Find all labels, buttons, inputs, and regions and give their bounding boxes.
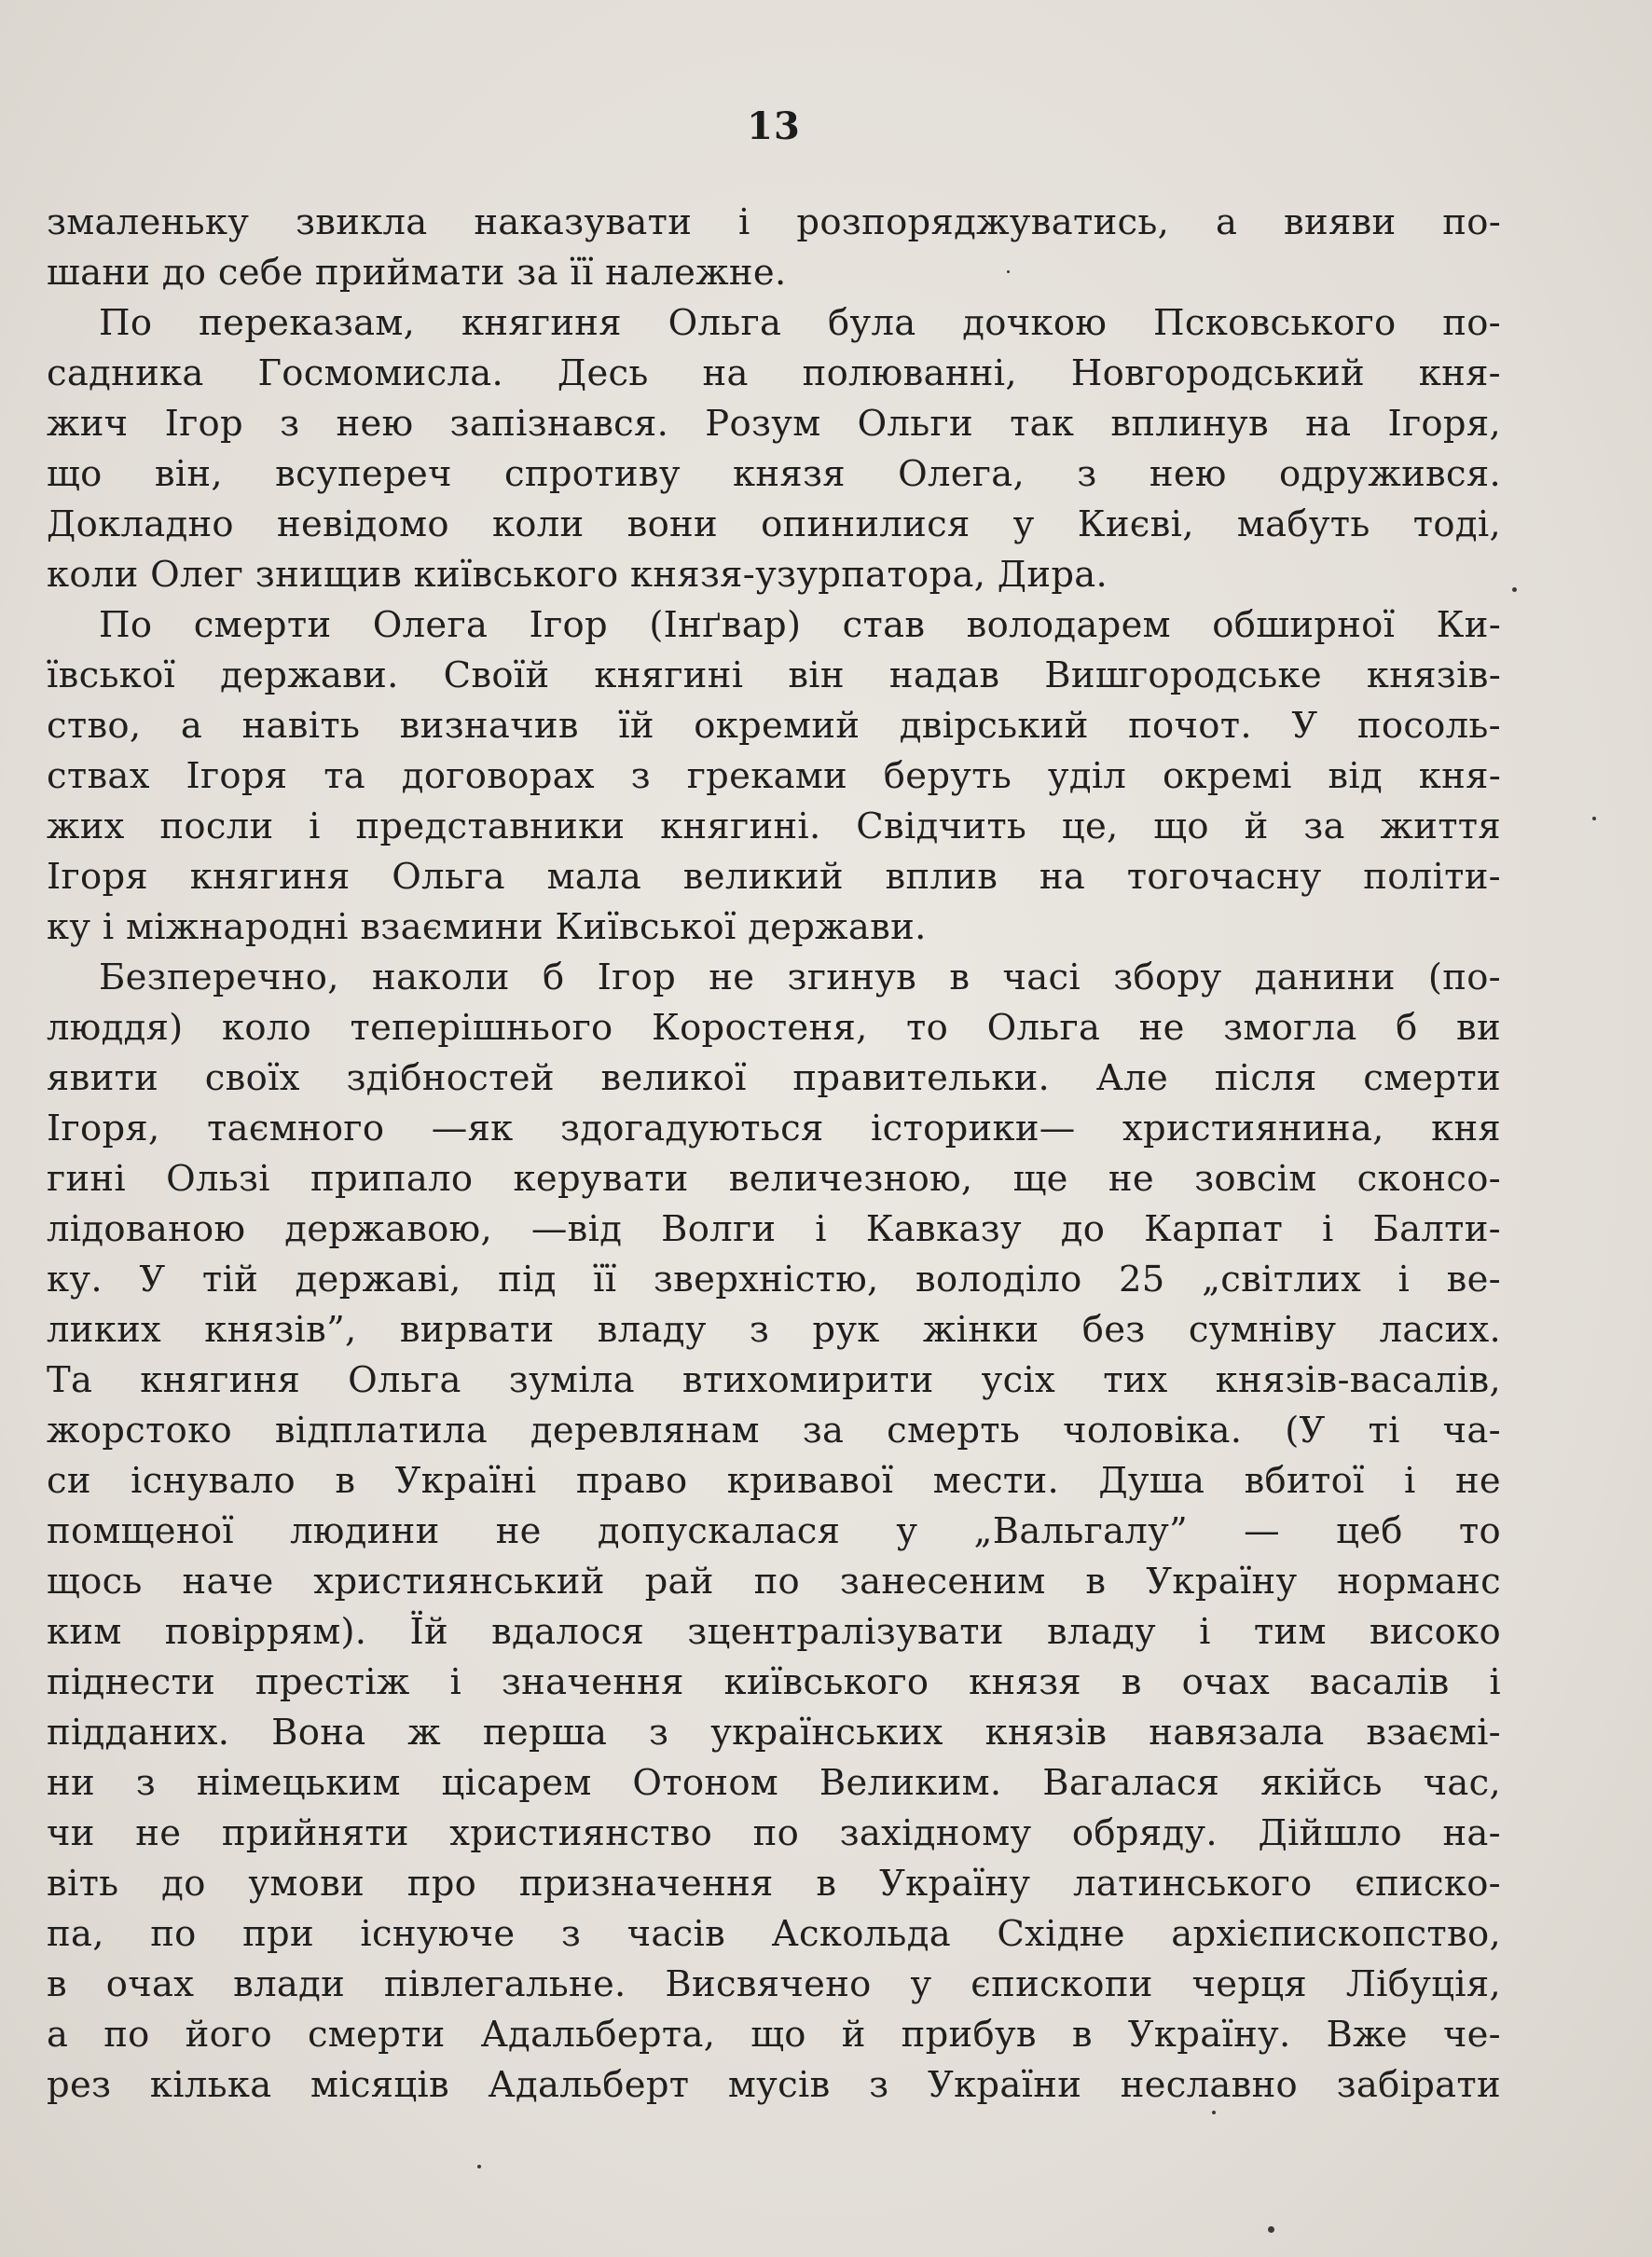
paper-speck: [1007, 270, 1010, 273]
paper-speck: [1268, 2226, 1274, 2233]
text-line: По переказам, княгиня Ольга була дочкою Псковського по-: [99, 302, 1501, 344]
page-number: 13: [747, 104, 801, 148]
text-line: чи не прийняти християнство по західному обряду. Дійшло на-: [47, 1812, 1501, 1854]
text-line: ни з німецьким цісарем Отоном Великим. Вагалася якійсь час,: [47, 1762, 1501, 1804]
text-line: ликих князів”, вирвати владу з рук жінки без сумніву ласих.: [47, 1309, 1501, 1351]
text-line: рез кілька місяців Адальберт мусів з України неславно забірати: [47, 2064, 1501, 2106]
text-line: що він, всупереч спротиву князя Олега, з нею одружився.: [47, 453, 1501, 495]
text-line: ку і міжнародні взаємини Київської держави.: [47, 906, 927, 948]
text-line: а по його смерти Адальберта, що й прибув в Україну. Вже че-: [47, 2014, 1501, 2056]
text-line: Докладно невідомо коли вони опинилися у Києві, мабуть тоді,: [47, 503, 1501, 545]
text-line: змаленьку звикла наказувати і розпоряджуватись, а вияви по-: [47, 201, 1501, 243]
text-line: коли Олег знищив київського князя-узурпатора, Дира.: [47, 554, 1108, 596]
text-line: па, по при існуюче з часів Аскольда Східне архієпископство,: [47, 1913, 1501, 1955]
text-line: жорстоко відплатила деревлянам за смерть чоловіка. (У ті ча-: [47, 1410, 1501, 1452]
text-line: в очах влади півлегальне. Висвячено у єпископи черця Лібуція,: [47, 1963, 1501, 2005]
text-line: віть до умови про призначення в Україну латинського єписко-: [47, 1863, 1501, 1905]
text-line: шани до себе приймати за її належне.: [47, 252, 787, 294]
text-line: ким повіррям). Їй вдалося зцентралізувати владу і тим високо: [47, 1611, 1501, 1653]
text-line: си існувало в Україні право кривавої мести. Душа вбитої і не: [47, 1460, 1501, 1502]
text-line: піднести престіж і значення київського князя в очах васалів і: [47, 1661, 1501, 1703]
paper-speck: [477, 2165, 481, 2168]
text-line: ствах Ігоря та договорах з греками беруть уділ окремі від кня-: [47, 755, 1501, 797]
text-line: ство, а навіть визначив їй окремий двірський почот. У посоль-: [47, 705, 1501, 747]
text-line: підданих. Вона ж перша з українських князів навязала взаємі-: [47, 1712, 1501, 1754]
text-line: помщеної людини не допускалася у „Вальгалу” — цеб то: [47, 1510, 1501, 1552]
text-line: щось наче християнський рай по занесеним в Україну норманс: [47, 1561, 1501, 1603]
text-line: явити своїх здібностей великої правительки. Але після смерти: [47, 1057, 1501, 1099]
text-line: ку. У тій державі, під її зверхністю, володіло 25 „світлих і ве-: [47, 1259, 1501, 1301]
text-line: люддя) коло теперішнього Коростеня, то Ольга не змогла б ви: [47, 1007, 1501, 1049]
text-line: жич Ігор з нею запізнався. Розум Ольги так вплинув на Ігоря,: [47, 403, 1501, 445]
text-line: гині Ользі припало керувати величезною, ще не зовсім сконсо-: [47, 1158, 1501, 1200]
text-line: лідованою державою, —від Волги і Кавказу до Карпат і Балти-: [47, 1208, 1501, 1250]
text-line: Ігоря княгиня Ольга мала великий вплив на тогочасну політи-: [47, 856, 1501, 898]
text-line: жих посли і представники княгині. Свідчить це, що й за життя: [47, 805, 1501, 847]
text-line: По смерти Олега Ігор (Інґвар) став володарем обширної Ки-: [99, 604, 1501, 646]
paper-speck: [1512, 587, 1517, 592]
paper-speck: [1592, 817, 1596, 820]
text-line: ївської держави. Своїй княгині він надав Вишгородське князів-: [47, 654, 1501, 696]
text-line: садника Госмомисла. Десь на полюванні, Новгородський кня-: [47, 352, 1501, 394]
paper-speck: [1212, 2111, 1216, 2114]
text-line: Та княгиня Ольга зуміла втихомирити усіх тих князів-васалів,: [47, 1359, 1501, 1401]
text-line: Безперечно, наколи б Ігор не згинув в часі збору данини (по-: [99, 956, 1501, 998]
text-line: Ігоря, таємного —як здогадуються історики— християнина, кня: [47, 1108, 1501, 1149]
body-text: [47, 198, 1501, 2111]
